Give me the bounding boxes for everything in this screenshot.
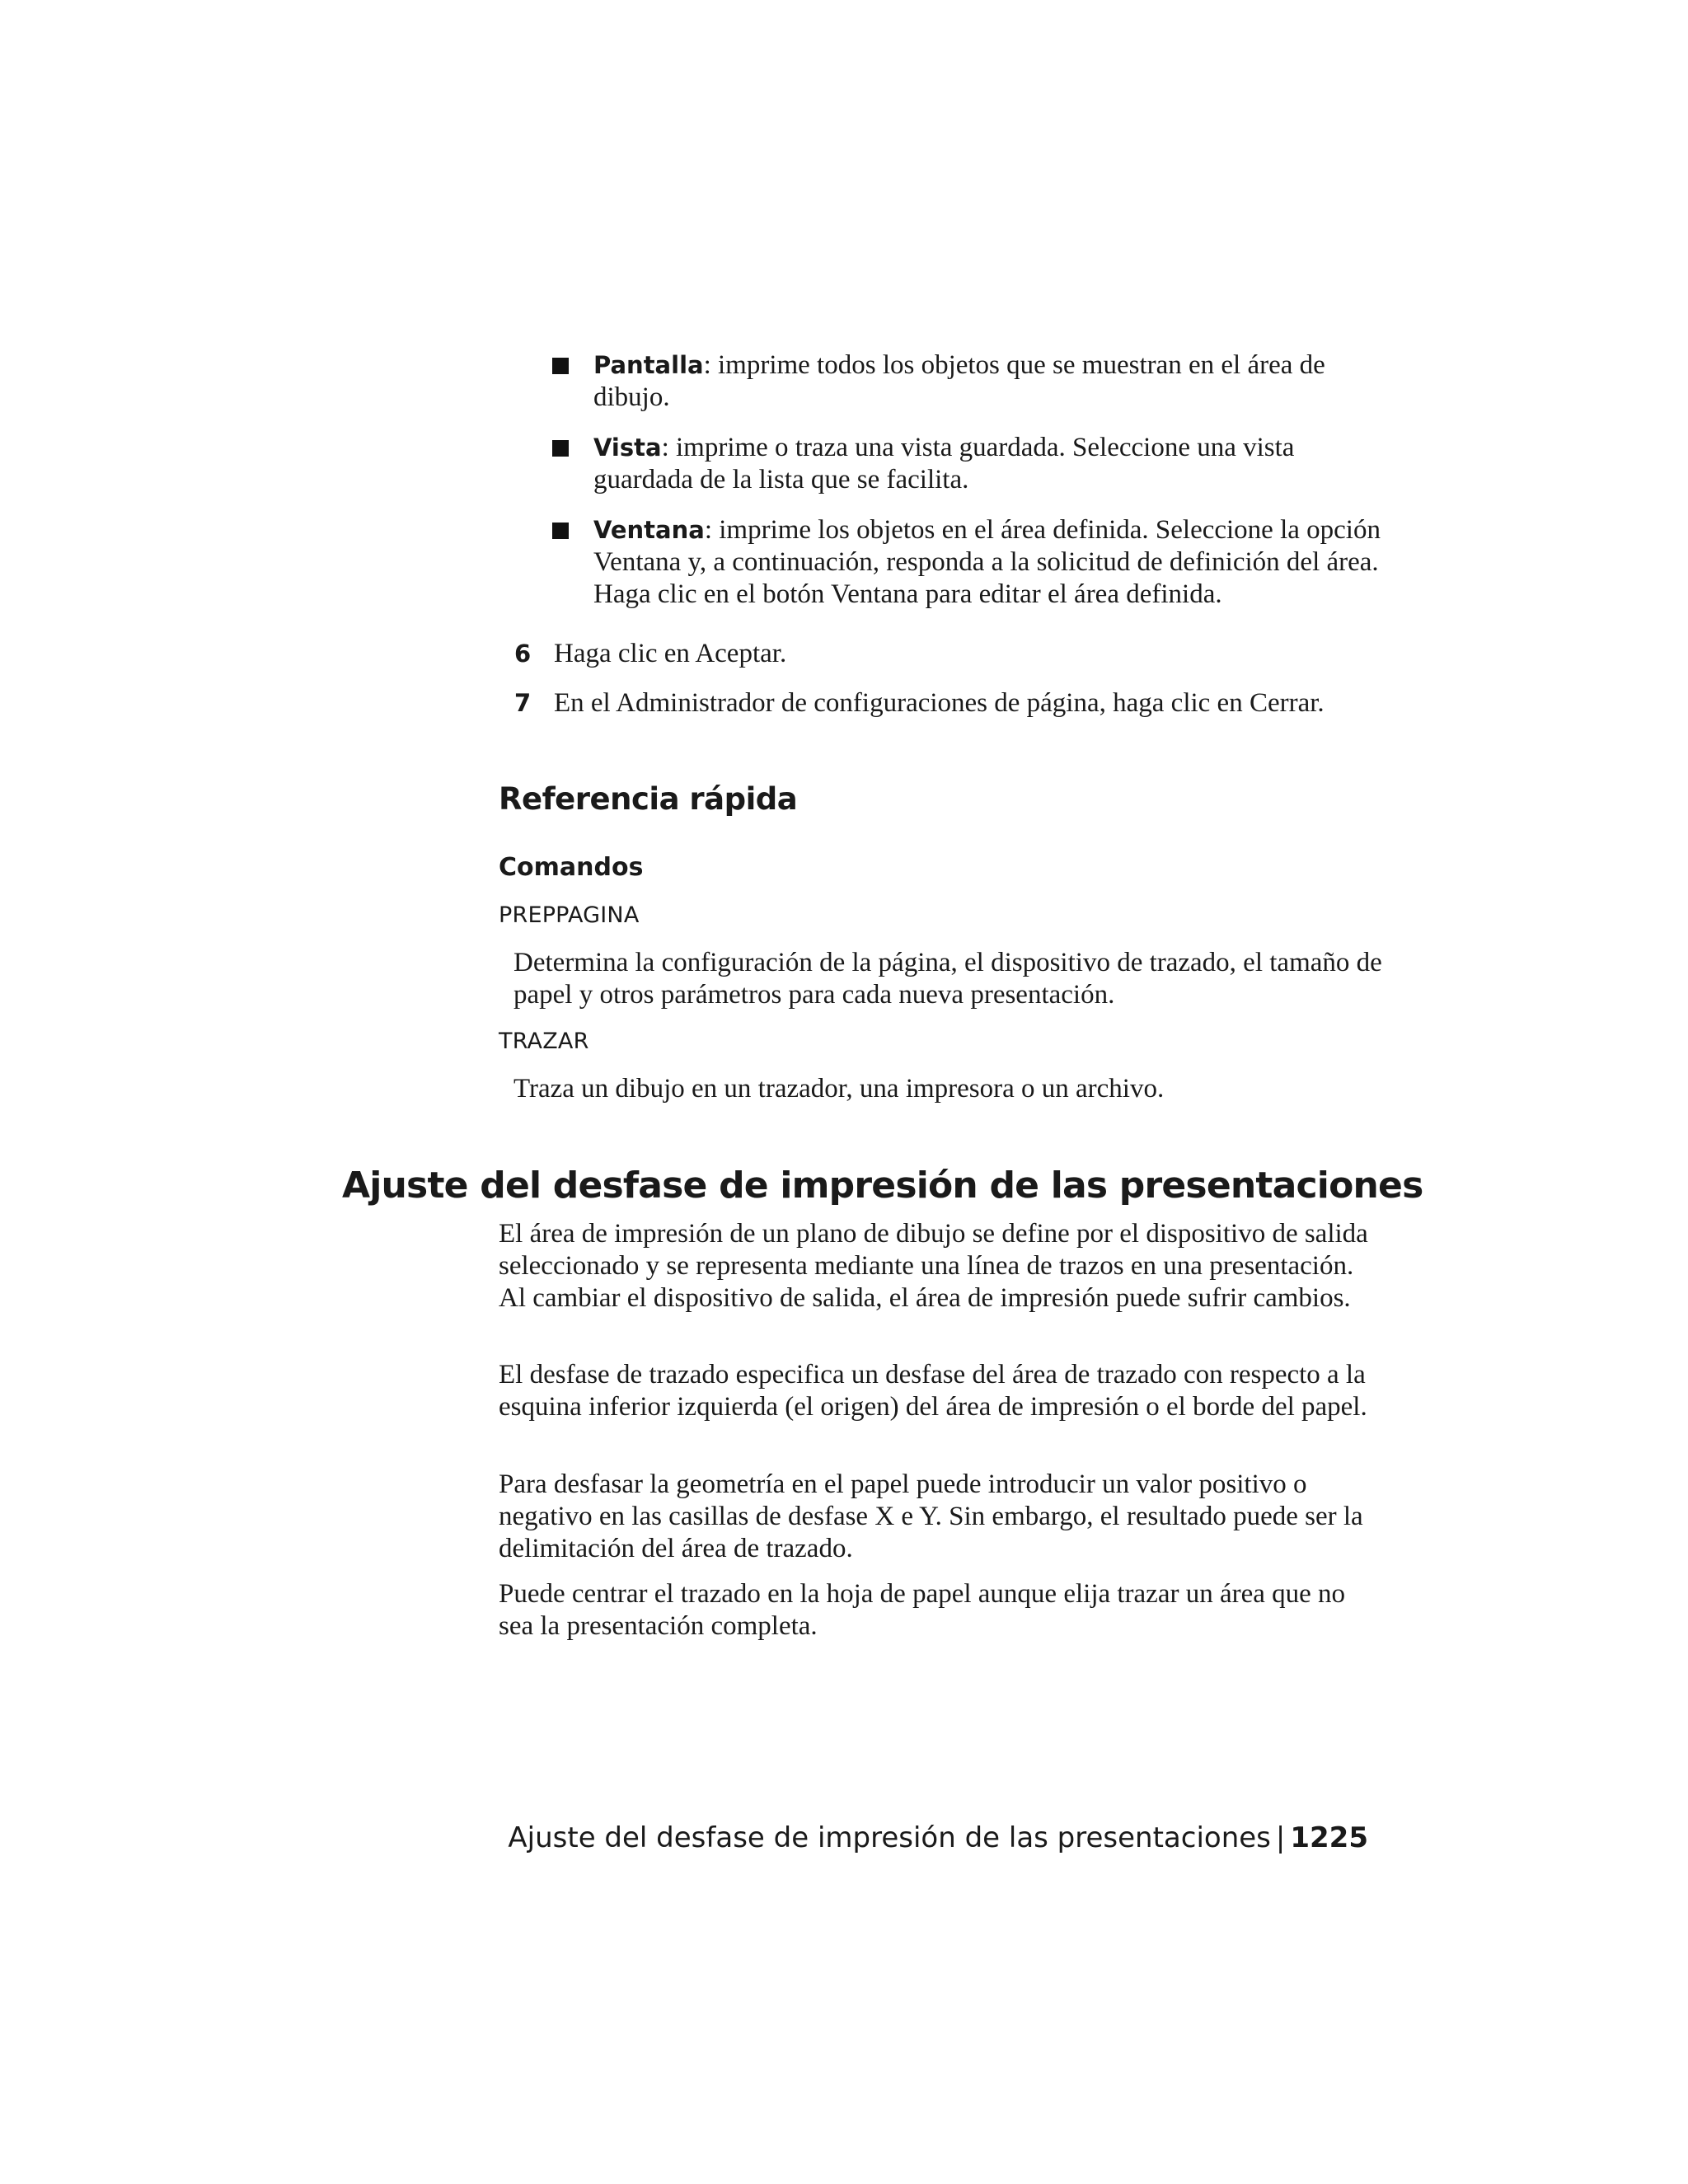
commands-heading: Comandos — [499, 853, 644, 882]
bullet-term: Ventana — [593, 516, 705, 544]
step-number: 7 — [514, 689, 532, 717]
command-name-trazar: TRAZAR — [499, 1029, 589, 1054]
command-description-trazar: Traza un dibujo en un trazador, una impresora o un archivo. — [513, 1074, 1165, 1104]
bullet-item-pantalla — [554, 349, 1395, 414]
bullet-description: : imprime o traza una vista guardada. Seleccione una vista guardada de la lista que se facilita. — [593, 433, 1295, 494]
bullet-term: Vista — [593, 434, 662, 462]
page-number: 1225 — [1290, 1821, 1368, 1854]
bullet-text — [593, 514, 1395, 611]
command-description-preppagina: Determina la configuración de la página, el dispositivo de trazado, el tamaño de papel y otros parámetros para cada nueva presentación. — [513, 948, 1382, 1010]
bullet-square-icon — [552, 358, 569, 374]
section-paragraph: Para desfasar la geometría en el papel puede introducir un valor positivo o negativo en las casillas de desfase X e Y. Sin embargo, el resultado puede ser la delimitación del área de trazado. — [499, 1469, 1363, 1563]
step-6 — [514, 638, 1404, 670]
step-number: 6 — [514, 640, 532, 668]
bullet-description: : imprime los objetos en el área definida. Seleccione la opción Ventana y, a continuación, responda a la solicitud de definición del área. Haga clic en el botón Ventana para editar el área definida. — [593, 515, 1381, 609]
command-name-preppagina: PREPPAGINA — [499, 902, 640, 928]
bullet-text — [593, 432, 1395, 496]
section-paragraph: El área de impresión de un plano de dibujo se define por el dispositivo de salida seleccionado y se representa mediante una línea de trazos en una presentación. Al cambiar el dispositivo de salida, el área de impresión puede sufrir cambios. — [499, 1219, 1368, 1313]
page-footer — [508, 1821, 1368, 1854]
footer-title: Ajuste del desfase de impresión de las presentaciones — [508, 1821, 1271, 1854]
bullet-item-vista — [554, 432, 1395, 496]
bullet-term: Pantalla — [593, 351, 704, 379]
bullet-item-ventana — [554, 514, 1395, 611]
footer-separator: | — [1275, 1821, 1286, 1854]
section-paragraph: El desfase de trazado especifica un desfase del área de trazado con respecto a la esquina inferior izquierda (el origen) del área de impresión o el borde del papel. — [499, 1360, 1367, 1422]
bullet-square-icon — [552, 523, 569, 539]
bullet-text — [593, 349, 1395, 414]
step-7 — [514, 687, 1404, 719]
step-text: En el Administrador de configuraciones de página, haga clic en Cerrar. — [554, 688, 1325, 718]
quick-reference-heading: Referencia rápida — [499, 781, 798, 817]
bullet-description: : imprime todos los objetos que se muestran en el área de dibujo. — [593, 350, 1325, 412]
section-paragraph: Puede centrar el trazado en la hoja de papel aunque elija trazar un área que no sea la presentación completa. — [499, 1579, 1346, 1641]
bullet-square-icon — [552, 440, 569, 457]
step-text: Haga clic en Aceptar. — [554, 639, 787, 668]
section-title: Ajuste del desfase de impresión de las presentaciones — [342, 1165, 1423, 1207]
